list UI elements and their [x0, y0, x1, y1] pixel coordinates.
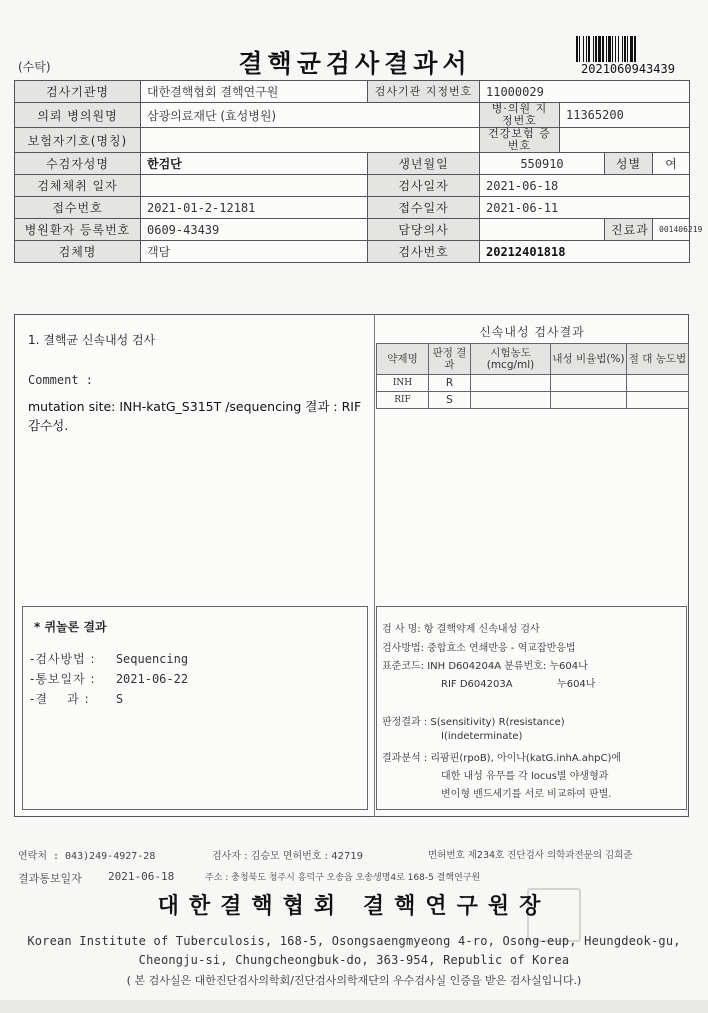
- header-abs: 절 대 농도법: [627, 344, 689, 375]
- quinolone-result: S: [115, 692, 124, 706]
- drug-abs: [627, 375, 689, 392]
- english-address-1: Korean Institute of Tuberculosis, 168-5, Osongsaengmyeong 4-ro, Osong-eup, Heungdeok-gu,: [27, 934, 681, 948]
- insurance-value: [141, 128, 480, 153]
- column-divider: [374, 314, 375, 817]
- table-row: [377, 392, 689, 409]
- method-line: 검사방법: 중합효소 연쇄반응 - 역교잡반응법: [382, 643, 576, 654]
- quinolone-title: * 퀴놀론 결과: [34, 620, 107, 634]
- suhak-label: (수탁): [18, 60, 51, 74]
- drug-conc: [471, 392, 551, 409]
- specimen-label: 검체명: [15, 241, 141, 263]
- method-line: 대한 내성 유무를 각 locus별 야생형과: [441, 771, 609, 782]
- barcode-bar: [636, 36, 637, 62]
- header-conc: 시험농도 (mcg/ml): [471, 344, 551, 375]
- test-date: 2021-06-18: [480, 175, 690, 197]
- client-id: 11365200: [560, 103, 690, 128]
- certification-note: ( 본 검사실은 대한진단검사의학회/진단검사의학재단의 우수검사실 인증을 받은 검사실입니다.): [126, 974, 582, 987]
- info-table: [14, 80, 703, 263]
- lab-id-label: 검사기관 지정번호: [368, 81, 480, 103]
- test-date-label: 검사일자: [368, 175, 480, 197]
- receipt-date: 2021-06-11: [480, 197, 690, 219]
- quinolone-date-label: -통보일자 :: [30, 672, 96, 686]
- drug-name: INH: [377, 375, 429, 392]
- notify-date: 2021-06-18: [108, 870, 175, 883]
- method-line: 검 사 명: 항 결핵약제 신속내성 검사: [382, 624, 540, 635]
- hospital-reg-label: 병원환자 등록번호: [15, 219, 141, 241]
- test-number: 20212401818: [480, 241, 690, 263]
- drug-ratio: [551, 392, 627, 409]
- drug-result: S: [429, 392, 471, 409]
- health-id-label: 건강보험 증번호: [480, 128, 560, 153]
- quinolone-result-row: [30, 690, 123, 707]
- birth-label: 생년월일: [368, 153, 480, 175]
- sex-label: 성별: [605, 153, 653, 175]
- dept-value: 001406219: [653, 219, 690, 241]
- receipt-date-label: 접수일자: [368, 197, 480, 219]
- doctor-label: 담당의사: [368, 219, 480, 241]
- header-drug: 약제명: [377, 344, 429, 375]
- drug-abs: [627, 392, 689, 409]
- results-title: 신속내성 검사결과: [479, 325, 585, 339]
- section-title: 1. 결핵균 신속내성 검사: [28, 333, 156, 347]
- hospital-reg-number: 0609-43439: [141, 219, 368, 241]
- institute-name: 대한결핵협회 결핵연구원장: [157, 893, 551, 919]
- tester-info: 검사자 : 김승모 면허번호 : 42719: [212, 851, 364, 862]
- sex-value: 여: [653, 153, 690, 175]
- quinolone-box: [22, 606, 368, 810]
- table-row: [377, 375, 689, 392]
- patient-label: 수검자성명: [15, 153, 141, 175]
- lab-name-label: 검사기관명: [15, 81, 141, 103]
- doctor-value: [480, 219, 605, 241]
- address-kr: 주소 : 충청북도 청주시 흥덕구 오송읍 오송생명4로 168-5 결핵연구원: [205, 873, 481, 883]
- method-line: 판정결과 : S(sensitivity) R(resistance): [382, 717, 565, 728]
- drug-result: R: [429, 375, 471, 392]
- quinolone-date-row: [30, 670, 188, 687]
- patient-name: 한검단: [141, 153, 368, 175]
- dept-label: 진료과: [605, 219, 653, 241]
- barcode-image: [576, 36, 678, 62]
- quinolone-method: Sequencing: [115, 652, 189, 666]
- specimen-value: 객담: [141, 241, 368, 263]
- contact-info: 연락처 : 043)249-4927-28: [18, 851, 156, 862]
- quinolone-method-label: -검사방법 :: [30, 652, 96, 666]
- bottom-bar: [0, 1000, 708, 1013]
- client-name: 삼광의료재단 (효성병원): [141, 103, 480, 128]
- comment-label: Comment :: [28, 373, 94, 387]
- method-line: 변이형 밴드세기를 서로 비교하여 판별.: [441, 789, 612, 800]
- collect-label: 검체채취 일자: [15, 175, 141, 197]
- birth-date: 550910: [480, 153, 605, 175]
- quinolone-result-label: -결 과 :: [30, 692, 90, 706]
- lab-name: 대한결핵협회 결핵연구원: [141, 81, 368, 103]
- collect-date: [141, 175, 368, 197]
- method-line: 표준코드: INH D604204A 분류번호: 누604나: [382, 661, 588, 672]
- receipt-number: 2021-01-2-12181: [141, 197, 368, 219]
- header-ratio: 내성 비율법(%): [551, 344, 627, 375]
- health-id-value: [560, 128, 690, 153]
- insurance-label: 보험자기호(명칭): [15, 128, 141, 153]
- test-no-label: 검사번호: [368, 241, 480, 263]
- drug-conc: [471, 375, 551, 392]
- method-line: I(indeterminate): [441, 731, 523, 742]
- document-title: 결핵균검사결과서: [238, 49, 472, 78]
- barcode-number: 2021060943439: [581, 62, 675, 76]
- client-label: 의뢰 병의원명: [15, 103, 141, 128]
- english-address-2: Cheongju-si, Chungcheongbuk-do, 363-954, Republic of Korea: [138, 953, 570, 967]
- susceptibility-table: [376, 343, 689, 409]
- drug-name: RIF: [377, 392, 429, 409]
- quinolone-method-row: [30, 650, 188, 667]
- receipt-label: 접수번호: [15, 197, 141, 219]
- notify-label: 결과통보일자: [18, 872, 82, 885]
- client-id-label: 병·의원 지정번호: [480, 103, 560, 128]
- drug-ratio: [551, 375, 627, 392]
- mutation-text: mutation site: INH-katG_S315T /sequencing 결과 : RIF 감수성.: [28, 399, 362, 433]
- quinolone-date: 2021-06-22: [115, 672, 189, 686]
- method-line: 결과분석 : 리팜핀(rpoB), 아이나(katG.inhA.ahpC)에: [382, 753, 622, 764]
- lab-id: 11000029: [480, 81, 690, 103]
- header-result: 판정 결과: [429, 344, 471, 375]
- license-info: 면허번호 제234호 진단검사 의학과전문의 김희준: [428, 850, 633, 861]
- method-line: RIF D604203A 누604나: [441, 679, 596, 690]
